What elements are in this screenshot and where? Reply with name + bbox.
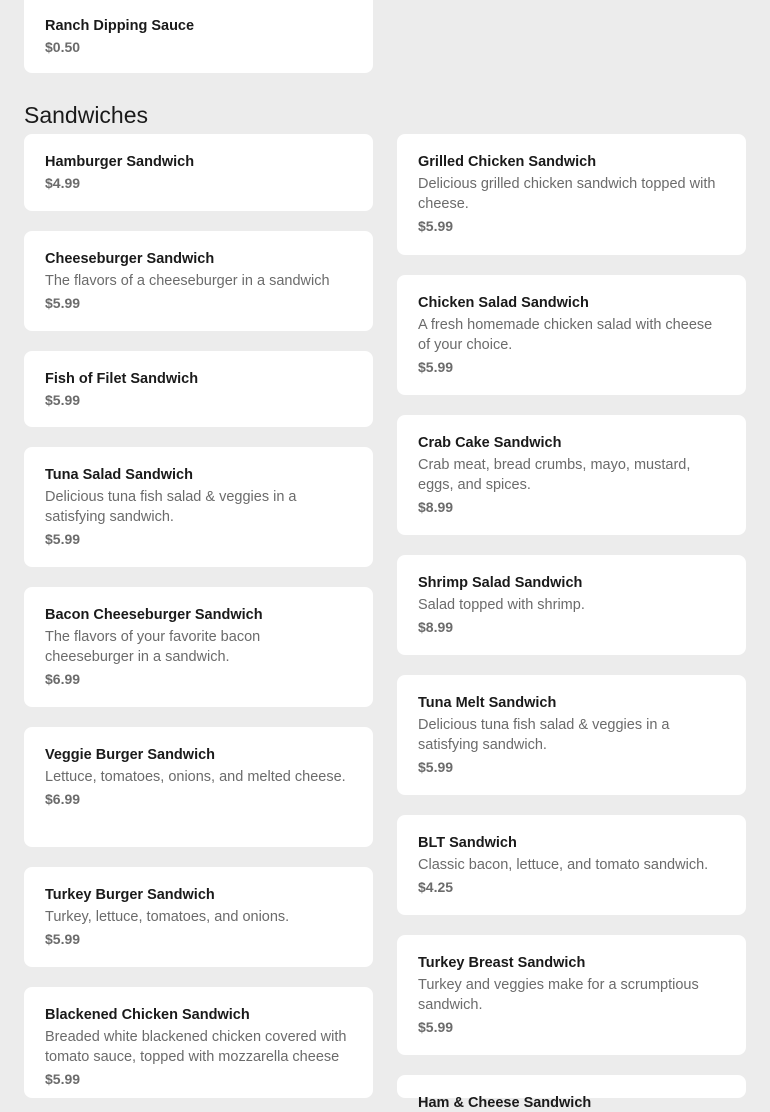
item-name: Veggie Burger Sandwich xyxy=(45,747,216,763)
menu-item-card[interactable] xyxy=(397,134,746,255)
menu-item-card[interactable] xyxy=(397,675,746,795)
item-description: A fresh homemade chicken salad with cheese of your choice. xyxy=(418,317,713,353)
item-description: Breaded white blackened chicken covered with tomato sauce, topped with mozzarella cheese xyxy=(45,1029,347,1065)
item-name: Bacon Cheeseburger Sandwich xyxy=(45,607,263,623)
menu-item-card[interactable] xyxy=(397,275,746,395)
item-price: $5.99 xyxy=(418,218,454,234)
menu-item-card[interactable] xyxy=(397,555,746,655)
item-price: $8.99 xyxy=(418,499,454,515)
menu-item-card[interactable] xyxy=(24,231,373,331)
item-name: Tuna Melt Sandwich xyxy=(418,695,557,711)
item-name: Turkey Burger Sandwich xyxy=(45,887,215,903)
menu-item-card[interactable] xyxy=(24,351,373,427)
item-description: Salad topped with shrimp. xyxy=(418,597,585,613)
menu-item-card[interactable] xyxy=(24,587,373,707)
item-description: Delicious tuna fish salad & veggies in a satisfying sandwich. xyxy=(418,717,670,753)
menu-item-card[interactable] xyxy=(397,935,746,1055)
item-price: $5.99 xyxy=(45,295,81,311)
item-name: BLT Sandwich xyxy=(418,835,517,851)
item-price: $5.99 xyxy=(45,531,81,547)
item-price: $8.99 xyxy=(418,619,454,635)
menu-item-card[interactable] xyxy=(24,134,373,211)
section-title: Sandwiches xyxy=(24,102,149,128)
item-price: $6.99 xyxy=(45,671,81,687)
item-name: Blackened Chicken Sandwich xyxy=(45,1007,250,1023)
item-description: Turkey, lettuce, tomatoes, and onions. xyxy=(45,909,290,925)
item-description: Lettuce, tomatoes, onions, and melted cheese. xyxy=(45,769,346,785)
menu-item-card[interactable] xyxy=(24,867,373,967)
item-name: Ham & Cheese Sandwich xyxy=(418,1095,592,1111)
item-name: Grilled Chicken Sandwich xyxy=(418,154,597,170)
menu-item-card[interactable] xyxy=(397,1075,746,1111)
menu-item-card[interactable] xyxy=(397,415,746,535)
menu-item-card[interactable] xyxy=(24,0,373,73)
item-price: $5.99 xyxy=(418,359,454,375)
item-name: Tuna Salad Sandwich xyxy=(45,467,193,483)
item-name: Chicken Salad Sandwich xyxy=(418,295,589,311)
item-price: $5.99 xyxy=(45,392,81,408)
item-description: Crab meat, bread crumbs, mayo, mustard, eggs, and spices. xyxy=(418,457,691,493)
item-description: Delicious grilled chicken sandwich topped with cheese. xyxy=(418,176,716,212)
menu-item-card[interactable] xyxy=(24,727,373,847)
item-name: Ranch Dipping Sauce xyxy=(45,18,195,34)
item-description: Delicious tuna fish salad & veggies in a satisfying sandwich. xyxy=(45,489,297,525)
item-price: $4.25 xyxy=(418,879,454,895)
item-description: The flavors of a cheeseburger in a sandwich xyxy=(45,273,330,289)
item-price: $5.99 xyxy=(418,759,454,775)
item-price: $4.99 xyxy=(45,175,81,191)
menu-item-card[interactable] xyxy=(24,987,373,1098)
item-price: $5.99 xyxy=(45,1071,81,1087)
menu-item-card[interactable] xyxy=(397,815,746,915)
item-description: Turkey and veggies make for a scrumptious sandwich. xyxy=(418,977,699,1013)
menu-item-card[interactable] xyxy=(24,447,373,567)
item-price: $5.99 xyxy=(45,931,81,947)
item-name: Shrimp Salad Sandwich xyxy=(418,575,583,591)
item-name: Crab Cake Sandwich xyxy=(418,435,562,451)
item-name: Turkey Breast Sandwich xyxy=(418,955,586,971)
item-price: $6.99 xyxy=(45,791,81,807)
item-name: Hamburger Sandwich xyxy=(45,154,195,170)
item-price: $0.50 xyxy=(45,39,81,55)
item-description: The flavors of your favorite bacon cheeseburger in a sandwich. xyxy=(45,629,261,665)
item-description: Classic bacon, lettuce, and tomato sandwich. xyxy=(418,857,709,873)
item-name: Fish of Filet Sandwich xyxy=(45,371,199,387)
item-name: Cheeseburger Sandwich xyxy=(45,251,215,267)
item-price: $5.99 xyxy=(418,1019,454,1035)
